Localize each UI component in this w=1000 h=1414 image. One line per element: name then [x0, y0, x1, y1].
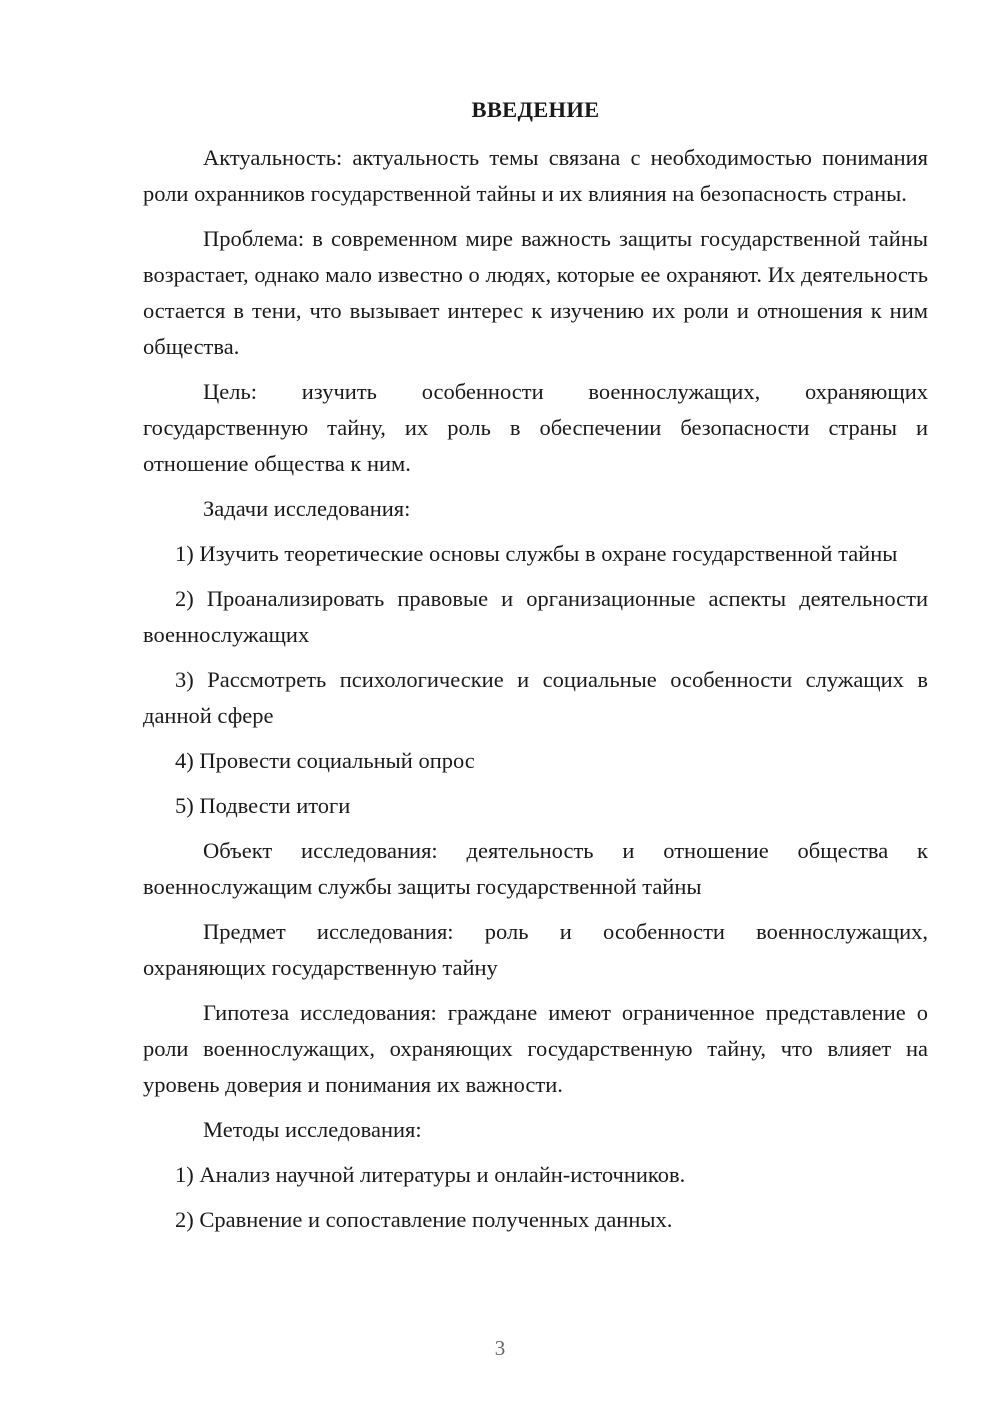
task-item: 2) Проанализировать правовые и организационные аспекты деятельности военнослужащих	[143, 586, 928, 647]
page-number: 3	[494, 1336, 506, 1360]
subject-paragraph: Предмет исследования: роль и особенности военнослужащих, охраняющих государственную тайну	[143, 919, 928, 980]
document-body	[143, 92, 928, 1247]
problem-paragraph: Проблема: в современном мире важность защиты государственной тайны возрастает, однако мало известно о людях, которые ее охраняют. Их деятельность остается в тени, что вызывает интерес к изучению их роли и отношения к ним общества.	[143, 226, 928, 359]
hypothesis-paragraph: Гипотеза исследования: граждане имеют ограниченное представление о роли военнослужащих, охраняющих государственную тайну, что влияет на уровень доверия и понимания их важности.	[143, 1000, 928, 1097]
relevance-paragraph: Актуальность: актуальность темы связана с необходимостью понимания роли охранников государственной тайны и их влияния на безопасность страны.	[143, 145, 928, 206]
page-title: ВВЕДЕНИЕ	[471, 97, 600, 122]
task-item: 1) Изучить теоретические основы службы в охране государственной тайны	[175, 541, 898, 566]
task-item: 4) Провести социальный опрос	[175, 748, 475, 773]
tasks-heading: Задачи исследования:	[203, 496, 411, 521]
task-item: 3) Рассмотреть психологические и социальные особенности служащих в данной сфере	[143, 667, 928, 728]
methods-heading: Методы исследования:	[203, 1117, 422, 1142]
method-item: 2) Сравнение и сопоставление полученных данных.	[175, 1207, 673, 1232]
task-item: 5) Подвести итоги	[175, 793, 351, 818]
method-item: 1) Анализ научной литературы и онлайн-источников.	[175, 1162, 686, 1187]
object-paragraph: Объект исследования: деятельность и отношение общества к военнослужащим службы защиты государственной тайны	[143, 838, 928, 899]
goal-paragraph: Цель: изучить особенности военнослужащих, охраняющих государственную тайну, их роль в обеспечении безопасности страны и отношение общества к ним.	[143, 379, 928, 476]
